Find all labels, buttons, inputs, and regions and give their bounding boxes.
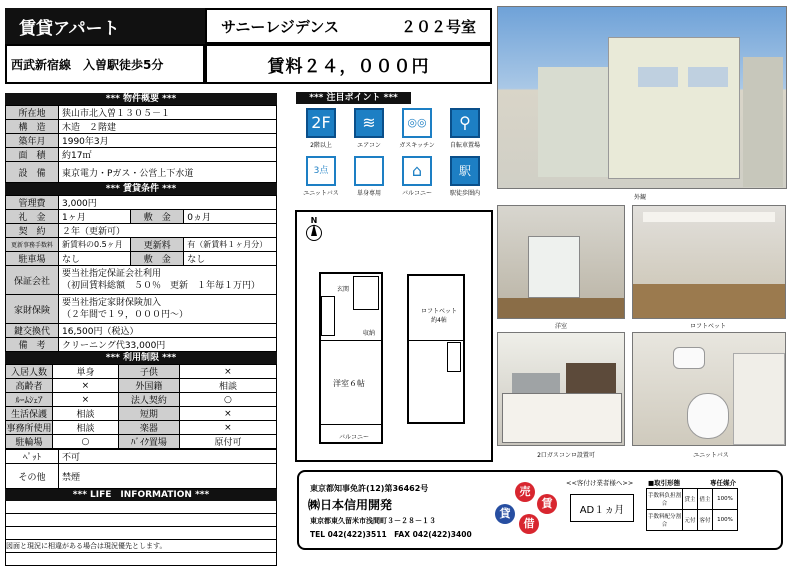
table-row: 駐輪場 ○ ﾊﾞｲｸ置場 原付可 <box>6 435 277 449</box>
agency-license: 東京都知事免許(12)第36462号 <box>310 484 429 493</box>
ad-value: AD１ヵ月 <box>579 504 625 516</box>
floor-icon: 2F <box>306 108 336 138</box>
room-caption: 洋室 <box>554 323 567 330</box>
usage-title: *** 利用制限 *** <box>5 352 277 364</box>
spec-section <box>5 93 277 566</box>
table-row: 構 造 木造 ２階建 <box>6 120 277 134</box>
building-name: サニーレジデンス <box>221 17 339 36</box>
table-row: 築年月 1990年3月 <box>6 134 277 148</box>
station-icon: 駅 <box>450 156 480 186</box>
table-row: 礼 金 1ヶ月 敷 金 0ヵ月 <box>6 210 277 224</box>
table-row: 駐車場 なし 敷 金 なし <box>6 252 277 266</box>
floorplan <box>295 210 493 462</box>
loft-caption: ロフトベット <box>689 323 726 330</box>
table-row: 鍵交換代 16,500円（税込） <box>6 324 277 338</box>
table-row: 契 約 ２年（更新可） <box>6 224 277 238</box>
fee-table <box>646 488 738 531</box>
seal-lend: 賃 <box>537 494 557 514</box>
seal-borrow: 借 <box>519 514 539 534</box>
unit-bath-icon: 3点 <box>306 156 336 186</box>
table-row: 生活保護 相談 短期 × <box>6 407 277 421</box>
points-title: *** 注目ポイント *** <box>296 92 411 104</box>
wall-line <box>321 424 383 425</box>
points-grid <box>296 106 490 204</box>
point-label: エアコン <box>357 142 381 149</box>
kitchen-caption: 2口ガスコンロ設置可 <box>537 452 595 459</box>
point-label: 駅徒歩圏内 <box>449 190 480 197</box>
table-row: 高齢者 × 外国籍 相談 <box>6 379 277 393</box>
usage-extra-table <box>5 449 277 489</box>
fee-title: ■取引形態 <box>648 479 681 487</box>
exterior-photo <box>497 6 787 189</box>
rent-text: 賃料２４，０００円 <box>267 56 430 77</box>
footnote: 図面と現況に相違がある場合は現況優先とします。 <box>6 542 167 550</box>
balcony-label: バルコニー <box>339 434 370 441</box>
room-photo <box>497 205 625 319</box>
compass-icon <box>305 216 323 250</box>
spec-table <box>5 105 277 183</box>
aircon-icon: ≋ <box>354 108 384 138</box>
room-number: ２０２号室 <box>400 17 476 36</box>
loft-label: ロフトベット 約4帖 <box>420 308 457 324</box>
table-row: 保証会社 要当社指定保証会社利用 （初回賃料総額 ５０％ 更新 １年毎１万円） <box>6 266 277 295</box>
header-rent <box>205 44 492 84</box>
point-label: バルコニー <box>401 190 432 197</box>
life-title: *** LIFE INFORMATION *** <box>5 489 277 501</box>
loft-photo <box>632 205 786 319</box>
gas-kitchen-icon: ◎◎ <box>402 108 432 138</box>
table-row: 面 積 約17㎡ <box>6 148 277 162</box>
kitchen-photo <box>497 332 625 446</box>
wall-line <box>321 340 383 341</box>
header-building <box>205 8 492 44</box>
bath-caption: ユニットバス <box>693 452 729 459</box>
table-row: ﾙｰﾑｼｪｱ × 法人契約 ○ <box>6 393 277 407</box>
room-label: 洋室６帖 <box>333 379 365 388</box>
agency-seal <box>495 478 563 542</box>
property-type: 賃貸アパート <box>19 18 120 39</box>
ad-title: <<客付け業者様へ>> <box>566 479 634 487</box>
ad-box <box>570 494 634 522</box>
kitchen-area <box>321 296 335 336</box>
exterior-caption: 外観 <box>633 194 646 201</box>
point-label: 自転車置場 <box>449 142 480 149</box>
table-row: 管理費 3,000円 <box>6 196 277 210</box>
point-label: 単身専用 <box>356 190 381 197</box>
wall-line <box>409 340 463 341</box>
agency-tel: TEL 042(422)3511 FAX 042(422)3400 <box>310 530 472 539</box>
table-row: 入居人数 単身 子供 × <box>6 365 277 379</box>
point-label: ユニットバス <box>303 190 339 197</box>
table-row: ﾍﾟｯﾄ 不可 <box>6 450 277 464</box>
spec-title: *** 物件概要 *** <box>5 93 277 105</box>
balcony-icon: ⌂ <box>402 156 432 186</box>
ladder-icon <box>447 342 461 372</box>
bath-photo <box>632 332 786 446</box>
table-row: 事務所使用 相談 楽器 × <box>6 421 277 435</box>
point-label: ガスキッチン <box>399 142 435 149</box>
agency-name: ㈱日本信用開発 <box>308 498 393 512</box>
table-row: 更新事務手数料 新賃料の0.5ヶ月 更新料 有（新賃料１ヶ月分） <box>6 238 277 252</box>
header-type <box>5 8 205 44</box>
terms-title: *** 賃貸条件 *** <box>5 183 277 195</box>
single-only-icon <box>354 156 384 186</box>
table-row: 備 考 クリーニング代33,000円 <box>6 338 277 352</box>
seal-rent: 貸 <box>495 504 515 524</box>
compass-label: N <box>310 216 318 225</box>
station-text: 西武新宿線 入曽駅徒歩5分 <box>11 57 164 72</box>
bicycle-icon: ⚲ <box>450 108 480 138</box>
storage-label: 収納 <box>363 330 376 337</box>
seal-sell: 売 <box>515 482 535 502</box>
table-row: 設 備 東京電力・Pガス・公営上下水道 <box>6 162 277 183</box>
header-station <box>5 44 205 84</box>
bath-area <box>353 276 379 310</box>
usage-table <box>5 364 277 449</box>
terms-table <box>5 195 277 352</box>
table-row: 家財保険 要当社指定家財保険加入 （２年間で１９，０００円～） <box>6 295 277 324</box>
agency-address: 東京都東久留米市浅間町３－２８－１３ <box>310 517 436 525</box>
table-row: 手数料配分割合 元付 客付 100% <box>647 510 738 531</box>
table-row: その他 禁煙 <box>6 464 277 489</box>
table-row: 所在地 狭山市北入曽１３０５－１ <box>6 106 277 120</box>
table-row: 手数料負担割合 貸主 借主 100% <box>647 489 738 510</box>
entrance-label: 玄関 <box>337 286 350 293</box>
fee-title2: 専任媒介 <box>710 479 736 487</box>
life-lines <box>5 501 277 566</box>
point-label: 2階以上 <box>310 142 332 149</box>
